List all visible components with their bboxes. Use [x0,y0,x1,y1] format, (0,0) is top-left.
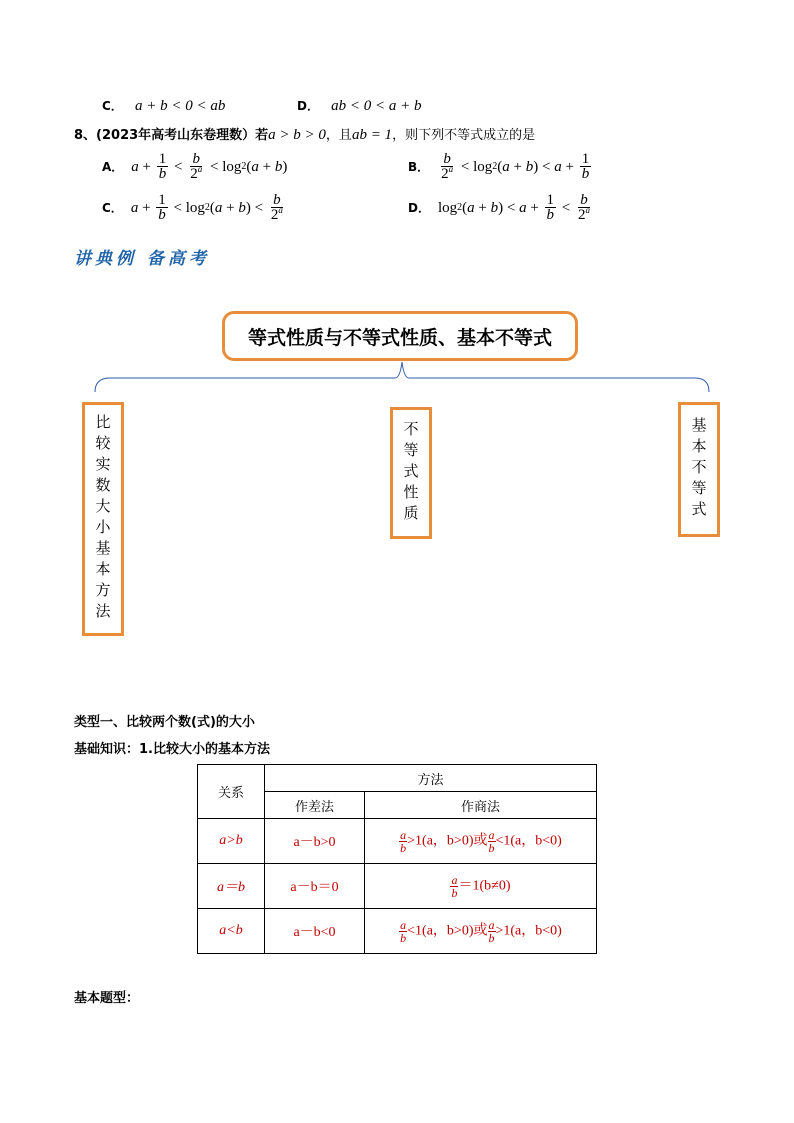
row2-quot: $\frac{a}{b}$ ＝1(b≠0) [365,864,597,909]
row1-diff: a－b>0 [265,819,365,864]
row1-quot-part1: >1(a，b>0)或 [407,833,488,849]
q8-option-b: B． $\frac{b}{2^a}$ < log 2 ( a + b ) < a + $\frac{1}{b}$ [408,151,590,182]
mindmap-brace [0,0,794,420]
table-header-diff: 作差法 [265,792,365,819]
compare-table [197,764,597,954]
section-title: 讲典例 备高考 [74,249,210,269]
row3-relation: a<b [198,909,265,954]
table-header-relation: 关系 [198,765,265,819]
row3-quot-part1: <1(a，b>0)或 [407,923,488,939]
table-row [198,864,597,909]
q8-cond1: a > b > 0 [268,127,326,143]
type1-heading: 类型一、比较两个数(式)的大小 [74,715,255,730]
table-row [198,909,597,954]
row2-quot-part1: ＝1(b≠0) [458,878,511,894]
row1-quot: $\frac{a}{b}$ >1(a，b>0)或 $\frac{a}{b}$ <1(a，b<0) [365,819,597,864]
q7-option-c-expr: a + b < 0 < ab [134,98,226,114]
mindmap-root: 等式性质与不等式性质、基本不等式 [222,311,578,361]
mindmap-right-box: 基本不等式 [678,402,720,537]
q7-option-d-label: D． [297,99,319,113]
q8-prefix: 8、(2023年高考山东卷理数）若 [74,128,269,143]
row1-relation: a>b [198,819,265,864]
row3-quot: $\frac{a}{b}$ <1(a，b>0)或 $\frac{a}{b}$ >1(a，b<0) [365,909,597,954]
q7-option-c-label: C． [102,99,123,113]
q8-suffix: ，则下列不等式成立的是 [392,128,536,143]
q8-option-d-label: D． [408,200,430,215]
row2-relation: a＝b [198,864,265,909]
basic-types-heading: 基本题型： [74,991,140,1006]
row3-quot-part2: >1(a，b<0) [495,923,562,939]
q8-option-c-label: C． [102,200,123,215]
q8-option-a: A． a + $\frac{1}{b}$ < $\frac{b}{2^a}$ < log 2 ( a + b ) [102,151,288,182]
q7-option-d-expr: ab < 0 < a + b [331,98,422,114]
type1-knowledge: 基础知识：1.比较大小的基本方法 [74,742,270,757]
table-row [198,819,597,864]
table-header-method: 方法 [265,765,597,792]
q8-mid: ，且 [325,128,352,143]
mindmap-middle-box: 不等式性质 [390,407,432,539]
q8-option-b-label: B． [408,159,430,174]
q8-option-c: C． a + $\frac{1}{b}$ < log 2 ( a + b ) < $\frac{b}{2^a}$ [102,192,283,223]
q8-option-a-label: A． [102,159,124,174]
row1-quot-part2: <1(a，b<0) [495,833,562,849]
row2-diff: a－b＝0 [265,864,365,909]
q8-option-d: D． log 2 ( a + b ) < a + $\frac{1}{b}$ < $\frac{b}{2^a}$ [408,192,591,223]
mindmap-left-box: 比较实数大小基本方法 [82,402,124,636]
row3-diff: a－b<0 [265,909,365,954]
q8-cond2: ab = 1 [351,127,393,143]
table-header-quot: 作商法 [365,792,597,819]
